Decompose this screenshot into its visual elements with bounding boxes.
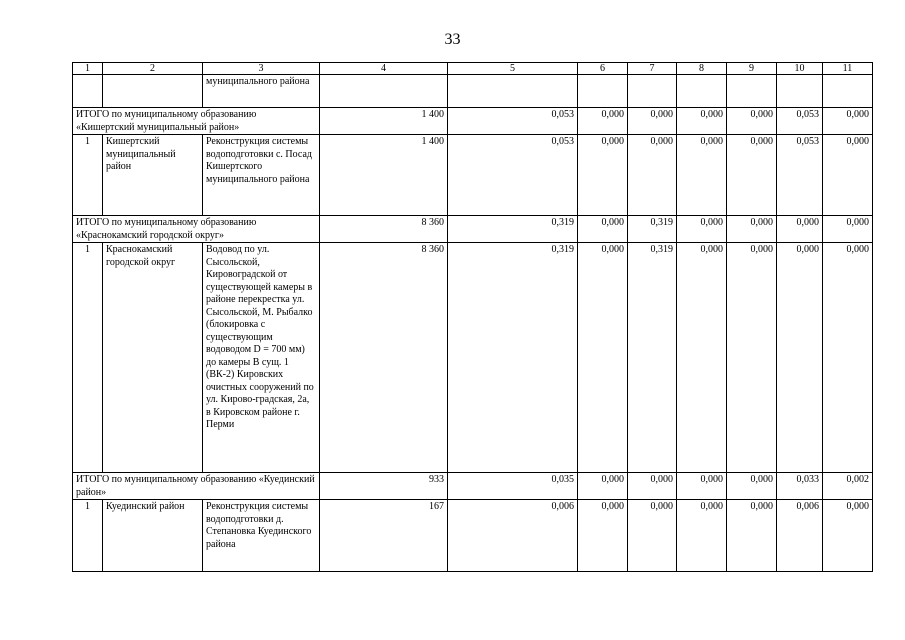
value-cell: 0,000: [777, 216, 823, 243]
value-cell: 0,053: [777, 135, 823, 216]
value-cell: 0,053: [777, 108, 823, 135]
total-label: ИТОГО по муниципальному образованию «Куединский район»: [73, 473, 320, 500]
value-cell: 0,053: [448, 135, 578, 216]
column-header: 8: [677, 63, 727, 75]
value-cell: 0,000: [677, 243, 727, 473]
value-cell: 0,000: [677, 500, 727, 572]
column-header: 11: [823, 63, 873, 75]
value-cell: 0,000: [823, 500, 873, 572]
value-cell: 0,319: [628, 216, 677, 243]
value-cell: 0,000: [727, 135, 777, 216]
value-cell: 0,033: [777, 473, 823, 500]
column-header: 7: [628, 63, 677, 75]
total-row: [73, 216, 873, 243]
value-cell: 167: [320, 500, 448, 572]
value-cell: 0,000: [578, 216, 628, 243]
value-cell: 0,319: [628, 243, 677, 473]
column-header: 3: [203, 63, 320, 75]
value-cell: 0,000: [677, 473, 727, 500]
value-cell: 1 400: [320, 135, 448, 216]
row-number: 1: [73, 243, 103, 473]
value-cell: 0,000: [727, 243, 777, 473]
column-header: 4: [320, 63, 448, 75]
data-table: [72, 62, 873, 572]
territory-cell: Кишертский муниципальный район: [103, 135, 203, 216]
object-cell: Реконструкция системы водоподготовки д. Степановка Куединского района: [203, 500, 320, 572]
value-cell: 0,000: [578, 135, 628, 216]
item-row: [73, 500, 873, 572]
value-cell: 0,000: [727, 108, 777, 135]
item-row: [73, 135, 873, 216]
value-cell: 0,000: [578, 500, 628, 572]
value-cell: 0,319: [448, 243, 578, 473]
value-cell: 0,000: [727, 473, 777, 500]
total-row: [73, 108, 873, 135]
value-cell: 0,006: [448, 500, 578, 572]
object-cell: Реконструкция системы водоподготовки с. Посад Кишертского муниципального района: [203, 135, 320, 216]
value-cell: 0,002: [823, 473, 873, 500]
value-cell: 0,000: [823, 243, 873, 473]
value-cell: 0,000: [777, 243, 823, 473]
territory-cell: Краснокамский городской округ: [103, 243, 203, 473]
column-header: 9: [727, 63, 777, 75]
territory-cell: Куединский район: [103, 500, 203, 572]
column-header: 1: [73, 63, 103, 75]
column-header: 10: [777, 63, 823, 75]
total-label: ИТОГО по муниципальному образованию «Кишертский муниципальный район»: [73, 108, 320, 135]
value-cell: 8 360: [320, 243, 448, 473]
column-header: 6: [578, 63, 628, 75]
header-row: [73, 63, 873, 75]
value-cell: 0,053: [448, 108, 578, 135]
value-cell: 1 400: [320, 108, 448, 135]
column-header: 5: [448, 63, 578, 75]
row-number: 1: [73, 135, 103, 216]
object-cell: Водовод по ул. Сысольской, Кировоградской от существующей камеры в районе перекрестка ул. Сысольской, М. Рыбалко (блокировка с существующим водоводом D = 700 мм) до камеры В сущ. 1 (ВК-2) Кировских очистных сооружений по ул. Кирово-градская, 2а, в Кировском районе г. Перми: [203, 243, 320, 473]
value-cell: 0,000: [578, 243, 628, 473]
total-label: ИТОГО по муниципальному образованию «Краснокамский городской округ»: [73, 216, 320, 243]
value-cell: 0,006: [777, 500, 823, 572]
value-cell: 0,000: [823, 108, 873, 135]
value-cell: 0,000: [677, 135, 727, 216]
page-number: 33: [444, 31, 461, 48]
value-cell: 0,000: [578, 108, 628, 135]
value-cell: 0,000: [628, 108, 677, 135]
column-header: 2: [103, 63, 203, 75]
value-cell: 0,000: [628, 135, 677, 216]
value-cell: 933: [320, 473, 448, 500]
item-row: [73, 243, 873, 473]
object-cell: муниципального района: [203, 75, 320, 108]
value-cell: 0,000: [628, 500, 677, 572]
value-cell: 0,000: [727, 500, 777, 572]
value-cell: 0,000: [823, 135, 873, 216]
value-cell: 0,000: [677, 216, 727, 243]
value-cell: 0,000: [578, 473, 628, 500]
value-cell: 0,000: [677, 108, 727, 135]
value-cell: 0,035: [448, 473, 578, 500]
continuation-row: [73, 75, 873, 108]
value-cell: 0,000: [727, 216, 777, 243]
total-row: [73, 473, 873, 500]
row-number: 1: [73, 500, 103, 572]
value-cell: 0,000: [628, 473, 677, 500]
value-cell: 0,319: [448, 216, 578, 243]
value-cell: 0,000: [823, 216, 873, 243]
value-cell: 8 360: [320, 216, 448, 243]
